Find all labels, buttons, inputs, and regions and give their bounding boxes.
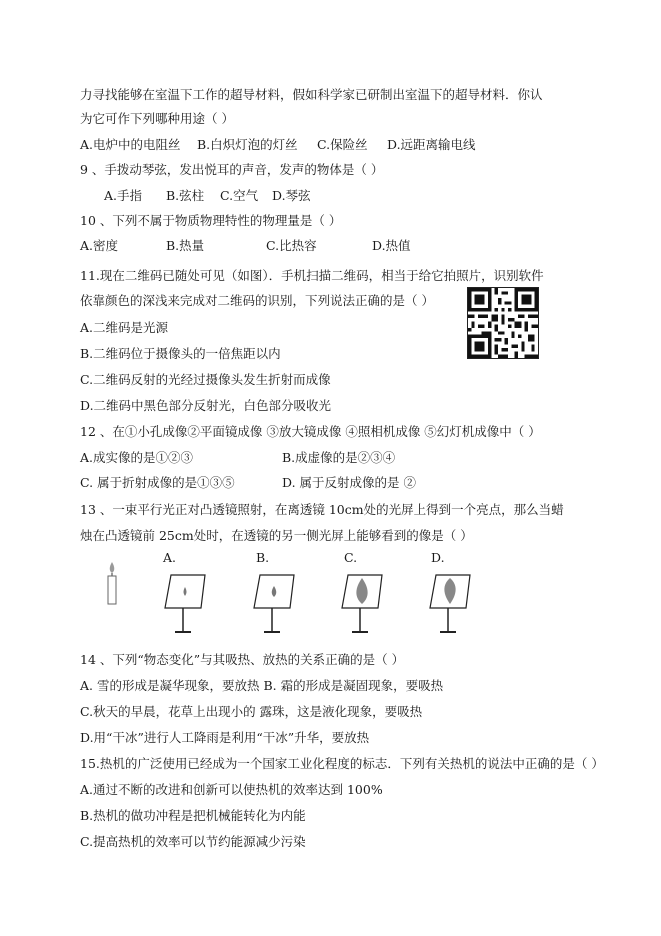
q11-option-c: C.二维码反射的光经过摄像头发生折射而成像: [80, 372, 331, 387]
q8-option-d: D.远距离输电线: [387, 137, 476, 152]
q9-option-c: C.空气: [220, 188, 259, 203]
q8-option-a: A.电炉中的电阻丝: [80, 137, 181, 152]
q13-fig-label-a: A.: [163, 550, 177, 565]
q12-option-c: C. 属于折射成像的是①③⑤: [80, 475, 235, 490]
q10-option-a: A.密度: [80, 238, 119, 253]
q13-fig-label-d: D.: [431, 550, 445, 565]
q15-text: 15.热机的广泛使用已经成为一个国家工业化程度的标志．下列有关热机的说法中正确的是（ ）: [80, 756, 604, 771]
q11-option-a: A.二维码是光源: [80, 320, 169, 335]
q8-text-line2: 为它可作下列哪种用途（ ）: [80, 111, 234, 126]
screen-stand-icon: [252, 570, 300, 636]
q8-option-b: B.白炽灯泡的灯丝: [197, 137, 298, 152]
q10-option-b: B.热量: [166, 238, 205, 253]
q12-option-a: A.成实像的是①②③: [80, 450, 194, 465]
q10-option-d: D.热值: [372, 238, 411, 253]
screen-stand-icon: [163, 570, 211, 636]
q9-option-b: B.弦柱: [166, 188, 205, 203]
q11-text-line2: 依靠颜色的深浅来完成对二维码的识别，下列说法正确的是（ ）: [80, 293, 434, 308]
q9-option-d: D.琴弦: [272, 188, 311, 203]
q12-option-b: B.成虚像的是②③④: [282, 450, 396, 465]
qr-code-icon: [467, 287, 539, 359]
q12-text: 12 、在①小孔成像②平面镜成像 ③放大镜成像 ④照相机成像 ⑤幻灯机成像中（ ）: [80, 424, 541, 439]
q15-option-b: B.热机的做功冲程是把机械能转化为内能: [80, 808, 306, 823]
q14-option-d: D.用“干冰”进行人工降雨是利用“干冰”升华，要放热: [80, 730, 370, 745]
q14-text: 14 、下列“物态变化”与其吸热、放热的关系正确的是（ ）: [80, 652, 405, 667]
q9-option-a: A.手指: [104, 188, 143, 203]
screen-stand-icon: [428, 570, 476, 636]
q14-option-ab: A. 雪的形成是凝华现象，要放热 B. 霜的形成是凝固现象，要吸热: [80, 678, 444, 693]
q11-option-d: D.二维码中黑色部分反射光，白色部分吸收光: [80, 398, 332, 413]
q11-option-b: B.二维码位于摄像头的一倍焦距以内: [80, 346, 281, 361]
q12-option-d: D. 属于反射成像的是 ②: [282, 475, 416, 490]
q14-option-c: C.秋天的早晨，花草上出现小的 露珠，这是液化现象，要吸热: [80, 704, 423, 719]
q13-text-line2: 烛在凸透镜前 25cm处时，在透镜的另一侧光屏上能够看到的像是（ ）: [80, 528, 473, 543]
q15-option-c: C.提高热机的效率可以节约能源减少污染: [80, 834, 306, 849]
q10-option-c: C.比热容: [266, 238, 317, 253]
q13-text-line1: 13 、一束平行光正对凸透镜照射，在离透镜 10cm处的光屏上得到一个亮点，那么当蜡: [80, 502, 564, 517]
q15-option-a: A.通过不断的改进和创新可以使热机的效率达到 100%: [80, 782, 383, 797]
q8-text-line1: 力寻找能够在室温下工作的超导材料，假如科学家已研制出室温下的超导材料．你认: [80, 87, 543, 102]
q8-option-c: C.保险丝: [317, 137, 368, 152]
q9-text: 9 、手拨动琴弦，发出悦耳的声音，发声的物体是（ ）: [80, 162, 384, 177]
q13-fig-label-c: C.: [344, 550, 358, 565]
candle-icon: [104, 560, 120, 606]
q10-text: 10 、下列不属于物质物理特性的物理量是（ ）: [80, 213, 342, 228]
q13-fig-label-b: B.: [256, 550, 270, 565]
q11-text-line1: 11.现在二维码已随处可见（如图）．手机扫描二维码，相当于给它拍照片，识别软件: [80, 268, 544, 283]
screen-stand-icon: [340, 570, 388, 636]
